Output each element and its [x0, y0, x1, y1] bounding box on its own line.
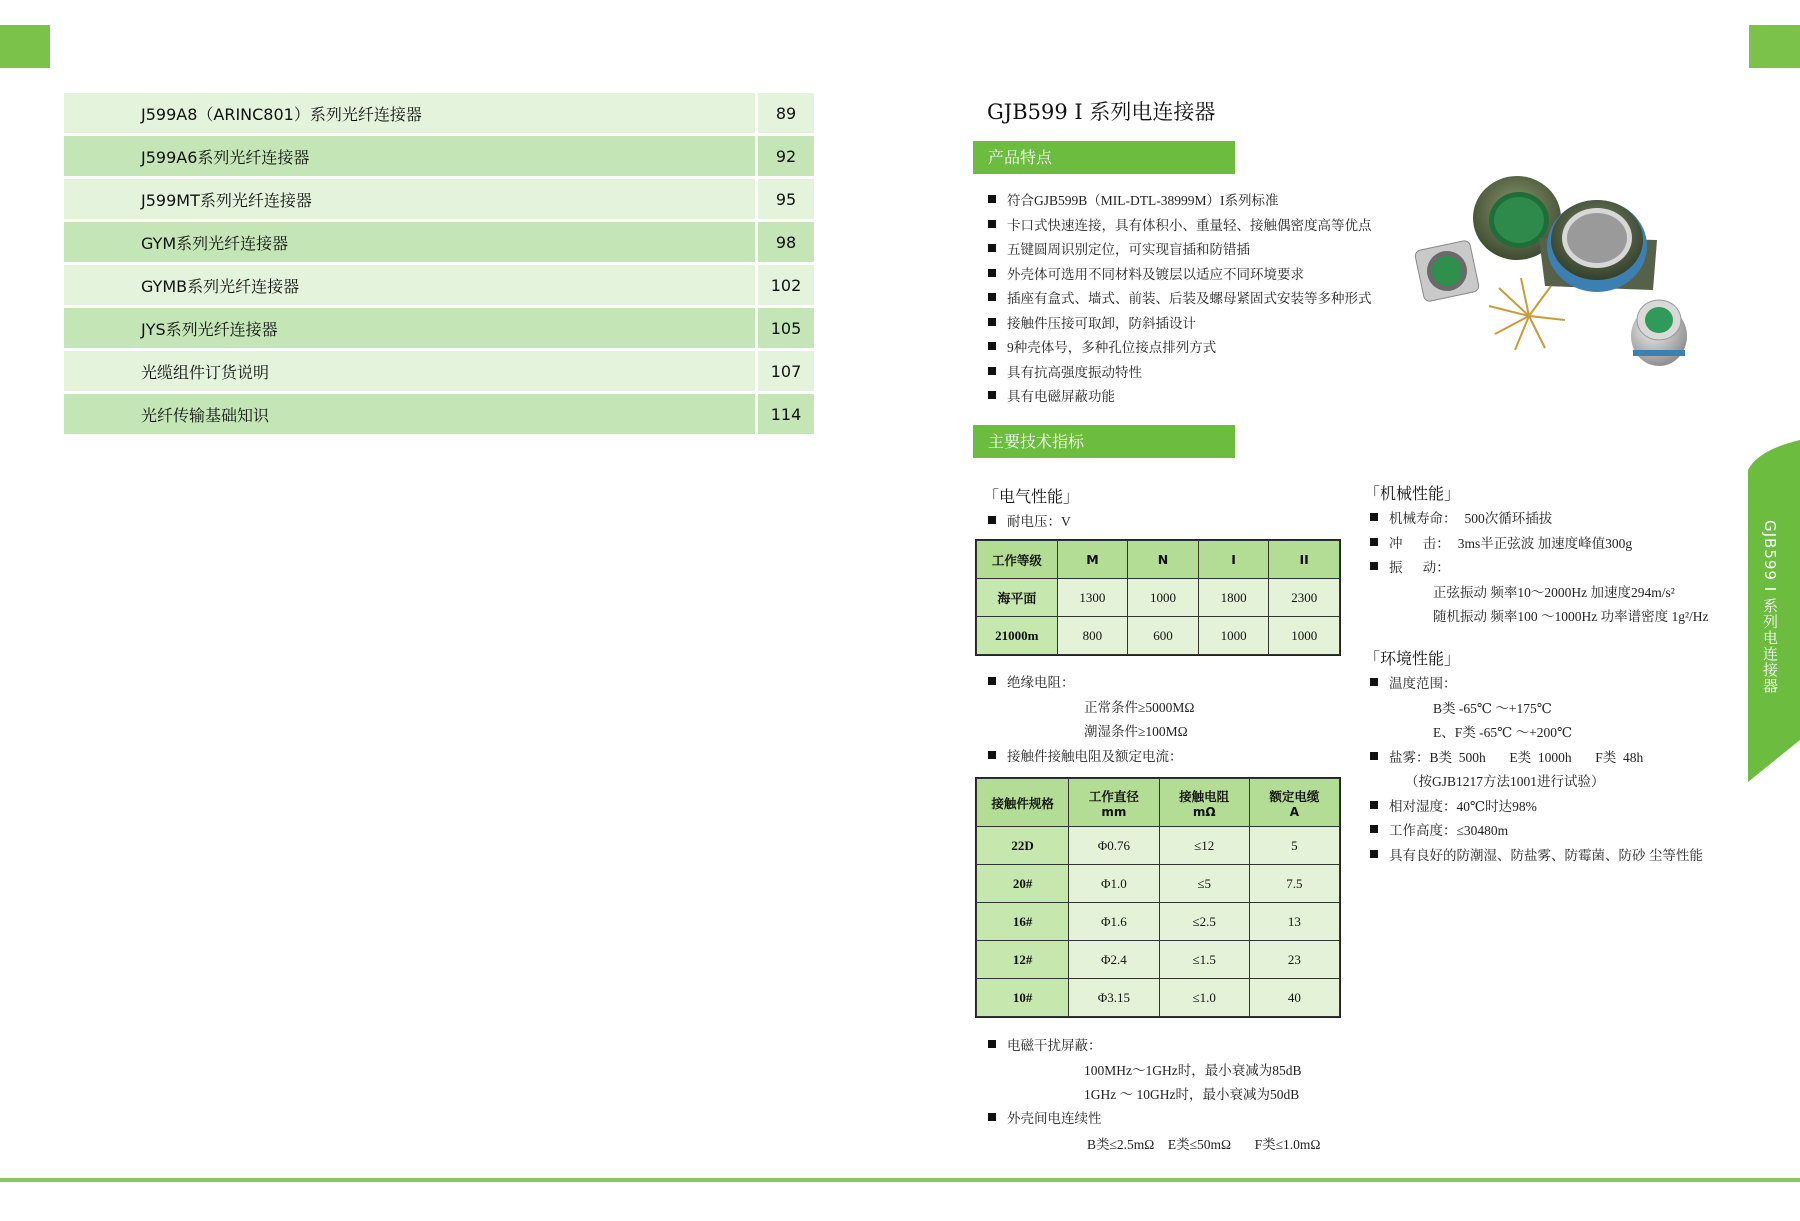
emi-label-text: 电磁干扰屏蔽： — [1007, 1038, 1102, 1053]
table-cell: 1300 — [1057, 579, 1128, 617]
table-header-cell: I — [1198, 541, 1269, 579]
vibration-label: 振 动： — [1389, 560, 1450, 575]
table-cell: 1000 — [1198, 617, 1269, 655]
table-header-cell: M — [1057, 541, 1128, 579]
specs-band: 主要技术指标 — [973, 425, 1235, 458]
features-list — [988, 187, 1372, 408]
table-cell: 1800 — [1198, 579, 1269, 617]
toc-row[interactable] — [64, 394, 814, 437]
toc-page: 107 — [755, 351, 814, 394]
bullet-icon — [988, 195, 996, 203]
list-item — [988, 359, 1372, 384]
toc-page: 95 — [755, 179, 814, 222]
toc-title: JYS系列光纤连接器 — [64, 308, 755, 351]
bullet-icon — [988, 342, 996, 350]
mechanical-section-title: 「机械性能」 — [1364, 484, 1461, 503]
bullet-icon — [1370, 825, 1378, 833]
feature-text: 卡口式快速连接，具有体积小、重量轻、接触偶密度高等优点 — [1007, 217, 1372, 233]
feature-text: 五键圆周识别定位，可实现盲插和防错插 — [1007, 242, 1250, 258]
table-cell: ≤1.0 — [1159, 979, 1249, 1017]
table-cell: 海平面 — [977, 579, 1058, 617]
bullet-icon — [988, 244, 996, 252]
list-item — [988, 187, 1372, 212]
list-item — [988, 383, 1372, 408]
electrical-section-title: 「电气性能」 — [983, 487, 1080, 506]
salt-spray — [1370, 746, 1643, 766]
toc-row[interactable] — [64, 222, 814, 265]
feature-text: 具有抗高强度振动特性 — [1007, 364, 1142, 380]
feature-text: 插座有盒式、墙式、前装、后装及螺母紧固式安装等多种形式 — [1007, 291, 1372, 307]
bullet-icon — [1370, 513, 1378, 521]
toc-title: GYM系列光纤连接器 — [64, 222, 755, 265]
temperature-line: E、F类 -65℃ ～+200℃ — [1433, 725, 1573, 740]
table-header-cell — [977, 779, 1069, 827]
bullet-icon — [988, 269, 996, 277]
toc-table — [64, 93, 814, 437]
table-cell: 1000 — [1269, 617, 1340, 655]
table-cell: 2300 — [1269, 579, 1340, 617]
toc-row[interactable] — [64, 93, 814, 136]
toc-page: 114 — [755, 394, 814, 437]
insulation-line: 正常条件≥5000MΩ — [1084, 700, 1195, 715]
table-cell: 23 — [1249, 941, 1339, 979]
toc-page: 98 — [755, 222, 814, 265]
table-cell: 16# — [977, 903, 1069, 941]
bullet-icon — [988, 677, 996, 685]
page-title: GJB599 I 系列电连接器 — [987, 100, 1216, 124]
table-cell: 21000m — [977, 617, 1058, 655]
feature-text: 具有电磁屏蔽功能 — [1007, 389, 1115, 405]
feature-text: 9种壳体号，多种孔位接点排列方式 — [1007, 340, 1217, 356]
toc-page: 89 — [755, 93, 814, 136]
table-cell: 13 — [1249, 903, 1339, 941]
mechanical-shock — [1370, 532, 1632, 552]
bullet-icon — [988, 293, 996, 301]
toc-row[interactable] — [64, 136, 814, 179]
bullet-icon — [988, 367, 996, 375]
table-row — [977, 617, 1340, 655]
bullet-icon — [1370, 678, 1378, 686]
bullet-icon — [988, 516, 996, 524]
temperature-label — [1370, 672, 1457, 692]
table-header-row — [977, 541, 1340, 579]
altitude-text: 工作高度：≤30480m — [1389, 823, 1509, 838]
table-cell: 20# — [977, 865, 1069, 903]
table-row — [977, 979, 1340, 1017]
contact-table — [976, 778, 1340, 1017]
toc-row[interactable] — [64, 265, 814, 308]
emi-line: 100MHz～1GHz时，最小衰减为85dB — [1084, 1063, 1302, 1078]
table-header-cell — [1069, 779, 1159, 827]
feature-text: 外壳体可选用不同材料及镀层以适应不同环境要求 — [1007, 266, 1304, 282]
toc-title: 光纤传输基础知识 — [64, 394, 755, 437]
bullet-icon — [988, 220, 996, 228]
shell-continuity-values: B类≤2.5mΩ E类≤50mΩ F类≤1.0mΩ — [1087, 1137, 1321, 1152]
altitude — [1370, 819, 1508, 839]
toc-row[interactable] — [64, 351, 814, 394]
header-main: 接触件规格 — [991, 795, 1054, 811]
toc-page: 92 — [755, 136, 814, 179]
table-cell: 40 — [1249, 979, 1339, 1017]
protection-text: 具有良好的防潮湿、防盐雾、防霉菌、防砂 尘等性能 — [1389, 848, 1703, 863]
header-main: 接触电阻 — [1179, 788, 1230, 804]
contact-label — [988, 745, 1183, 765]
header-main: 额定电缆 — [1269, 788, 1320, 804]
list-item — [988, 310, 1372, 335]
toc-title: 光缆组件订货说明 — [64, 351, 755, 394]
emi-label — [988, 1034, 1102, 1054]
header-unit: mm — [1101, 804, 1127, 819]
table-cell: Φ1.6 — [1069, 903, 1159, 941]
toc-title: J599A6系列光纤连接器 — [64, 136, 755, 179]
features-band: 产品特点 — [973, 141, 1235, 174]
corner-mark-left — [0, 25, 50, 68]
table-cell: 5 — [1249, 827, 1339, 865]
bottom-rule — [0, 1178, 1800, 1182]
bullet-icon — [1370, 801, 1378, 809]
toc-row[interactable] — [64, 308, 814, 351]
table-cell: 12# — [977, 941, 1069, 979]
table-cell: Φ2.4 — [1069, 941, 1159, 979]
bullet-icon — [988, 751, 996, 759]
table-cell: ≤1.5 — [1159, 941, 1249, 979]
voltage-label-text: 耐电压：V — [1007, 514, 1071, 529]
table-cell: Φ1.0 — [1069, 865, 1159, 903]
bullet-icon — [988, 1040, 996, 1048]
table-cell: ≤12 — [1159, 827, 1249, 865]
insulation-label-text: 绝缘电阻： — [1007, 675, 1075, 690]
bullet-icon — [988, 1113, 996, 1121]
life-value: 500次循环插拔 — [1464, 511, 1553, 526]
table-row — [977, 903, 1340, 941]
bullet-icon — [988, 391, 996, 399]
list-item — [988, 334, 1372, 359]
bullet-icon — [1370, 850, 1378, 858]
temp-label-text: 温度范围： — [1389, 676, 1457, 691]
table-header-row — [977, 779, 1340, 827]
toc-title: GYMB系列光纤连接器 — [64, 265, 755, 308]
feature-text: 接触件压接可取卸，防斜插设计 — [1007, 315, 1196, 331]
humidity-text: 相对湿度：40℃时达98% — [1389, 799, 1537, 814]
list-item — [988, 285, 1372, 310]
protection — [1370, 844, 1703, 864]
side-tab-label: GJB599 I 系列电连接器 — [1761, 520, 1779, 694]
table-cell: Φ3.15 — [1069, 979, 1159, 1017]
header-main: 工作直径 — [1088, 788, 1139, 804]
table-cell: 600 — [1128, 617, 1199, 655]
mechanical-vibration — [1370, 556, 1450, 576]
list-item — [988, 236, 1372, 261]
life-label: 机械寿命： — [1389, 511, 1457, 526]
voltage-label — [988, 510, 1071, 530]
toc-row[interactable] — [64, 179, 814, 222]
insulation-label — [988, 671, 1075, 691]
header-unit: mΩ — [1192, 804, 1216, 819]
toc-page: 105 — [755, 308, 814, 351]
salt-note: （按GJB1217方法1001进行试验） — [1405, 774, 1605, 789]
table-header-cell: 工作等级 — [977, 541, 1058, 579]
temperature-line: B类 -65℃ ～+175℃ — [1433, 701, 1552, 716]
table-header-cell: II — [1269, 541, 1340, 579]
toc-title: J599A8（ARINC801）系列光纤连接器 — [64, 93, 755, 136]
salt-text: 盐雾：B类 500h E类 1000h F类 48h — [1389, 750, 1644, 765]
table-cell: 10# — [977, 979, 1069, 1017]
vibration-line: 正弦振动 频率10～2000Hz 加速度294m/s² — [1433, 585, 1675, 600]
table-cell: 800 — [1057, 617, 1128, 655]
table-cell: ≤2.5 — [1159, 903, 1249, 941]
shell-label-text: 外壳间电连续性 — [1007, 1111, 1102, 1126]
table-row — [977, 827, 1340, 865]
voltage-table — [976, 540, 1340, 655]
contact-label-text: 接触件接触电阻及额定电流： — [1007, 749, 1183, 764]
vibration-line: 随机振动 频率100 ～1000Hz 功率谱密度 1g²/Hz — [1433, 609, 1709, 624]
table-row — [977, 941, 1340, 979]
toc-page: 102 — [755, 265, 814, 308]
list-item — [988, 212, 1372, 237]
table-cell: 22D — [977, 827, 1069, 865]
table-header-cell — [1159, 779, 1249, 827]
insulation-line: 潮湿条件≥100MΩ — [1084, 724, 1188, 739]
corner-mark-right — [1749, 25, 1800, 68]
connector-product-photo — [1397, 176, 1713, 388]
shock-label: 冲 击： — [1389, 536, 1450, 551]
environment-section-title: 「环境性能」 — [1364, 649, 1461, 668]
emi-line: 1GHz ～ 10GHz时，最小衰减为50dB — [1084, 1087, 1300, 1102]
shell-continuity-label — [988, 1107, 1102, 1127]
list-item — [988, 261, 1372, 286]
feature-text: 符合GJB599B（MIL-DTL-38999M）I系列标准 — [1007, 193, 1279, 209]
header-unit: A — [1289, 804, 1300, 819]
table-cell: ≤5 — [1159, 865, 1249, 903]
mechanical-life — [1370, 507, 1552, 527]
bullet-icon — [988, 318, 996, 326]
table-header-cell — [1249, 779, 1339, 827]
toc-title: J599MT系列光纤连接器 — [64, 179, 755, 222]
table-cell: 7.5 — [1249, 865, 1339, 903]
bullet-icon — [1370, 562, 1378, 570]
humidity — [1370, 795, 1537, 815]
table-row — [977, 579, 1340, 617]
table-cell: Φ0.76 — [1069, 827, 1159, 865]
table-cell: 1000 — [1128, 579, 1199, 617]
shock-value: 3ms半正弦波 加速度峰值300g — [1457, 536, 1633, 551]
bullet-icon — [1370, 538, 1378, 546]
table-header-cell: N — [1128, 541, 1199, 579]
table-row — [977, 865, 1340, 903]
bullet-icon — [1370, 752, 1378, 760]
